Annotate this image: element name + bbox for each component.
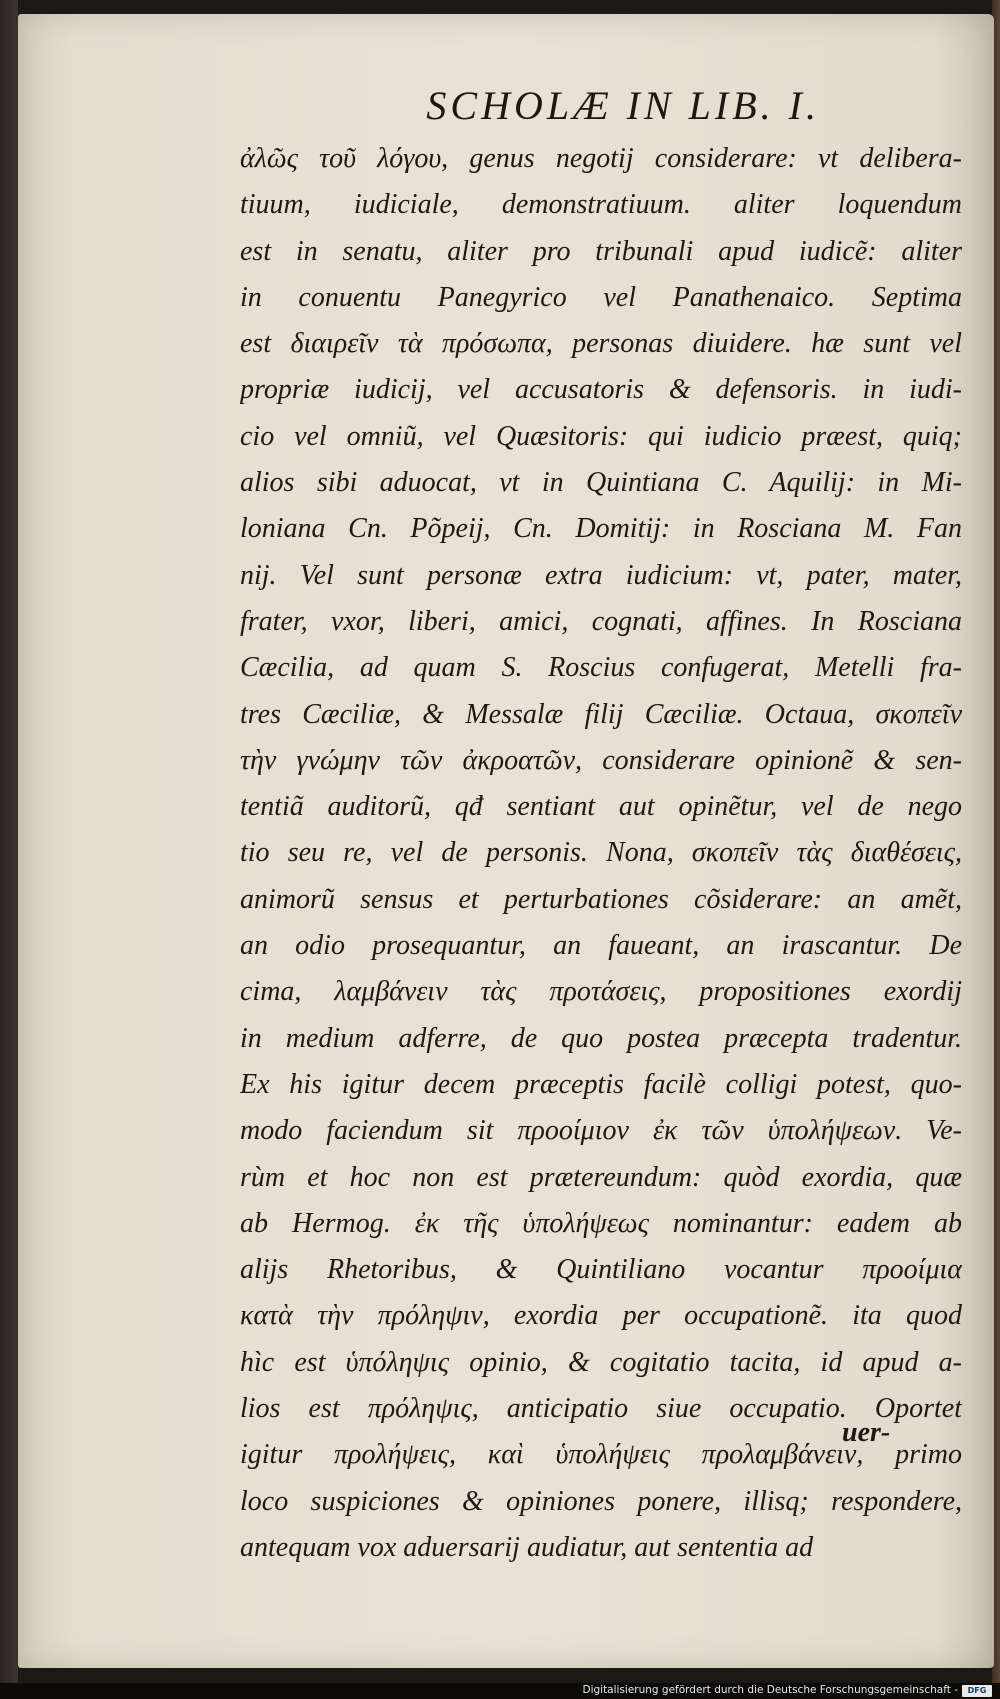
text-line: loco suspiciones & opiniones ponere, illisq; respondere, (240, 1485, 962, 1517)
text-line: loniana Cn. Põpeij, Cn. Domitij: in Rosciana M. Fan (240, 513, 962, 545)
text-line: ab Hermog. ἐκ τῆς ὑπολήψεως nominantur: eadem ab (240, 1207, 962, 1239)
text-line: ἀλῶς τοῦ λόγου, genus negotij considerare: vt delibera- (240, 143, 962, 174)
text-line: tres Cæciliæ, & Messalæ filij Cæciliæ. Octaua, σκοπεῖν (240, 698, 962, 730)
text-line: in medium adferre, de quo postea præcepta tradentur. (240, 1022, 962, 1054)
catchword: uer- (842, 1417, 891, 1448)
text-line: lios est πρόληψις, anticipatio siue occupatio. Oportet (240, 1393, 962, 1425)
text-line: nij. Vel sunt personæ extra iudicium: vt, pater, mater, (240, 559, 962, 591)
text-line: hìc est ὑπόληψις opinio, & cogitatio tacita, id apud a- (240, 1346, 962, 1378)
text-line: in conuentu Panegyrico vel Panathenaico. Septima (240, 281, 962, 313)
text-line: igitur προλήψεις, καὶ ὑπολήψεις προλαμβάνειν, primo (240, 1439, 962, 1471)
text-line: frater, vxor, liberi, amici, cognati, affines. In Rosciana (240, 605, 962, 637)
text-line: modo faciendum sit προοίμιον ἐκ τῶν ὑπολήψεων. Ve- (240, 1115, 962, 1147)
text-line: cio vel omniũ, vel Quæsitoris: qui iudicio præest, quiq; (240, 420, 962, 452)
text-line: animorũ sensus et perturbationes cõsiderare: an amẽt, (240, 883, 962, 915)
text-line: alijs Rhetoribus, & Quintiliano vocantur προοίμια (240, 1254, 962, 1286)
text-line: rùm et hoc non est prætereundum: quòd exordia, quæ (240, 1161, 962, 1193)
text-line: Ex his igitur decem præceptis facilè colligi potest, quo- (240, 1068, 962, 1100)
text-line: tiuum, iudiciale, demonstratiuum. aliter loquendum (240, 189, 962, 221)
text-line: an odio prosequantur, an faueant, an irascantur. De (240, 930, 962, 962)
text-line: cima, λαμβάνειν τὰς προτάσεις, propositiones exordij (240, 976, 962, 1008)
text-line: antequam vox aduersarij audiatur, aut sententia ad (240, 1531, 814, 1563)
text-line: alios sibi aduocat, vt in Quintiana C. Aquilij: in Mi- (240, 467, 962, 499)
text-line: Cæcilia, ad quam S. Roscius confugerat, Metelli fra- (240, 652, 962, 684)
text-line: κατὰ τὴν πρόληψιν, exordia per occupationẽ. ita quod (240, 1300, 962, 1332)
text-block (240, 136, 962, 1571)
funding-credit: Digitalisierung gefördert durch die Deutsche Forschungsgemeinschaft - (582, 1684, 958, 1696)
text-line: propriæ iudicij, vel accusatoris & defensoris. in iudi- (240, 374, 962, 406)
text-line: tentiã auditorũ, qđ sentiant aut opinẽtur, vel de nego (240, 791, 962, 823)
dfg-logo: DFG (962, 1685, 992, 1697)
left-scan-edge (0, 0, 18, 1699)
text-line: τὴν γνώμην τῶν ἀκροατῶν, considerare opinionẽ & sen- (240, 744, 962, 776)
text-line: est in senatu, aliter pro tribunali apud iudicẽ: aliter (240, 235, 962, 267)
text-line: est διαιρεῖν τὰ πρόσωπα, personas diuidere. hæ sunt vel (240, 328, 962, 360)
running-header: SCHOLÆ IN LIB. I. (426, 83, 820, 128)
text-line: tio seu re, vel de personis. Nona, σκοπεῖν τὰς διαθέσεις, (240, 837, 962, 869)
